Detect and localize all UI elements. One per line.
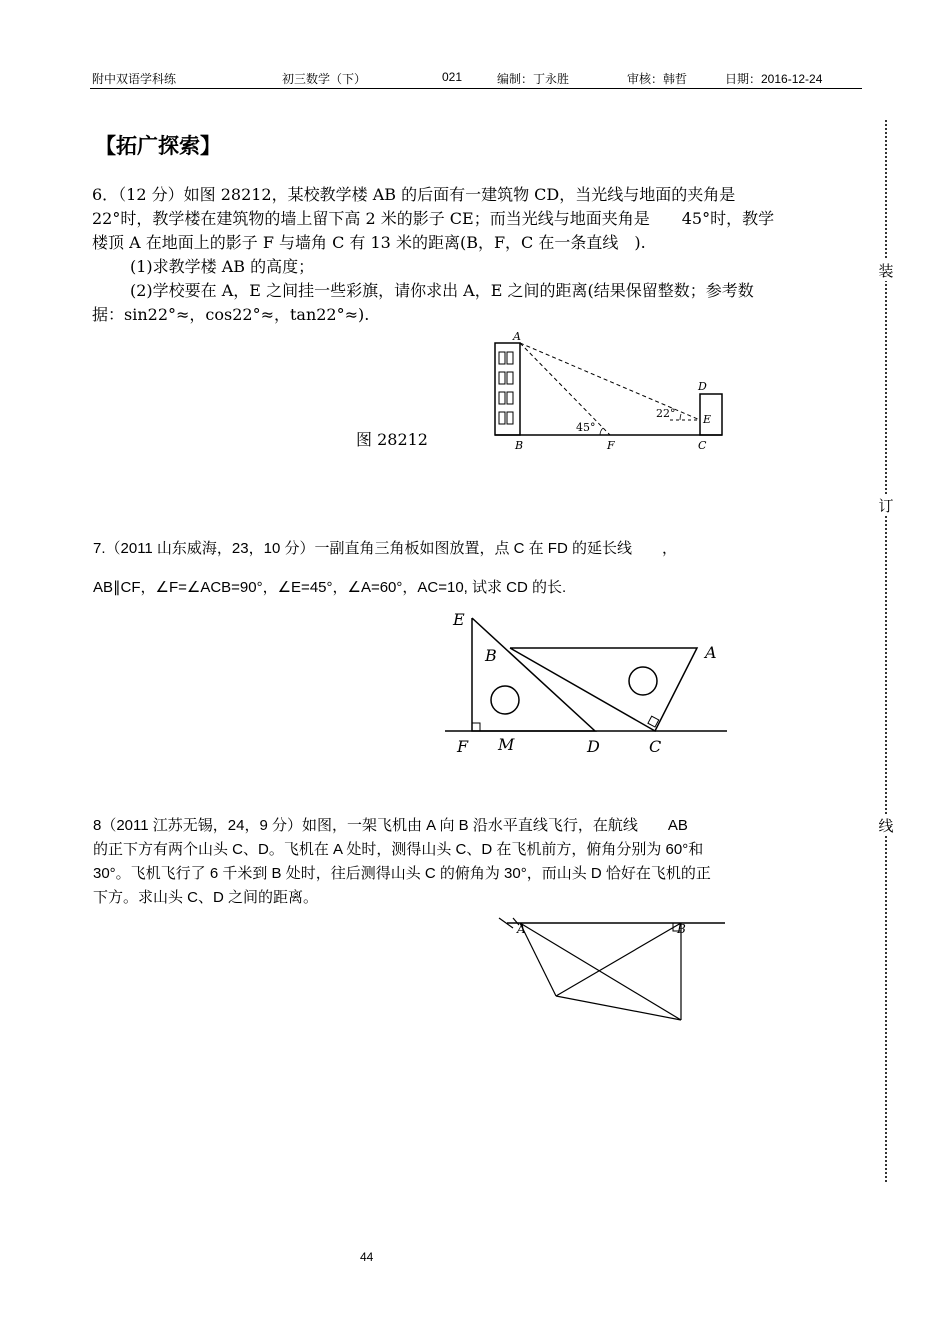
q8-line-2: 的正下方有两个山头 C、D。飞机在 A 处时，测得山头 C、D 在飞机前方，俯角分别为 60°和 <box>93 841 704 858</box>
q6-line-4: (1)求教学楼 AB 的高度； <box>130 257 315 276</box>
angle-arc-22 <box>680 414 681 420</box>
q8-line-1: 8（2011 江苏无锡，24，9 分）如图，一架飞机由 A 向 B 沿水平直线飞行，在航线 AB <box>93 817 688 834</box>
label-e: E <box>453 610 465 629</box>
header-number: 021 <box>442 70 463 84</box>
label-a: A <box>513 330 521 343</box>
label-a: A <box>705 643 717 662</box>
q8-line-3: 30°。飞机飞行了 6 千米到 B 处时，往后测得山头 C 的俯角为 30°，而山头 D 恰好在飞机的正 <box>93 865 711 882</box>
q8-line-4: 下方。求山头 C、D 之间的距离。 <box>93 889 319 906</box>
header-editor: 编制：丁永胜 <box>497 72 570 86</box>
header-reviewer: 审核：韩哲 <box>627 72 688 86</box>
label-f: F <box>457 737 469 756</box>
label-a: A <box>517 922 526 936</box>
label-d: D <box>587 737 600 756</box>
q7-line-2: AB∥CF，∠F=∠ACB=90°，∠E=45°，∠A=60°，AC=10, 试求 CD 的长. <box>93 579 567 596</box>
q6-figure-caption: 图 28212 <box>356 430 428 449</box>
header-rule <box>90 88 862 89</box>
label-c: C <box>698 439 707 452</box>
q6-line-3: 楼顶 A 在地面上的影子 F 与墙角 C 有 13 米的距离(B，F，C 在一条直线 ). <box>92 233 646 252</box>
binding-char-3: 线 <box>878 817 894 835</box>
label-e: E <box>703 413 712 426</box>
line-cd <box>556 996 681 1020</box>
q8-figure <box>493 913 733 1025</box>
line-bc <box>556 923 681 996</box>
label-b: B <box>677 922 686 936</box>
header-school: 附中双语学科练 <box>92 72 177 86</box>
triangle-abc <box>510 648 697 731</box>
right-angle-f <box>472 723 480 731</box>
triangle-efd <box>472 618 595 731</box>
label-f: F <box>607 439 615 452</box>
binding-char-1: 装 <box>878 262 894 280</box>
angle-arc-45 <box>600 428 603 435</box>
q7-figure <box>445 608 730 763</box>
header-subject: 初三数学（下） <box>282 72 367 86</box>
q6-line-6: 据：sin22°≈，cos22°≈，tan22°≈). <box>92 305 370 324</box>
label-angle-45: 45° <box>576 421 596 434</box>
hole-left <box>491 686 519 714</box>
label-d: D <box>698 380 707 393</box>
label-c: C <box>649 737 662 756</box>
section-title: 【拓广探索】 <box>95 133 221 158</box>
q6-line-2: 22°时，教学楼在建筑物的墙上留下高 2 米的影子 CE；而当光线与地面夹角是 45°时，教学 <box>92 209 775 228</box>
building-windows <box>499 352 513 424</box>
q7-line-1: 7.（2011 山东威海，23，10 分）一副直角三角板如图放置，点 C 在 FD 的延长线 ， <box>93 540 677 557</box>
page-number: 44 <box>360 1250 374 1264</box>
label-b: B <box>515 439 524 452</box>
ray-45 <box>520 343 610 435</box>
hole-right <box>629 667 657 695</box>
q6-line-1: 6．（12 分）如图 28212，某校教学楼 AB 的后面有一建筑物 CD，当光线与地面的夹角是 <box>92 185 736 204</box>
label-angle-22: 22° <box>656 407 676 420</box>
header-date: 日期：2016-12-24 <box>725 72 823 86</box>
label-b: B <box>485 646 497 665</box>
binding-char-2: 订 <box>878 497 894 515</box>
q6-figure <box>490 330 735 455</box>
label-m: M <box>498 735 515 754</box>
q6-line-5: (2)学校要在 A，E 之间挂一些彩旗，请你求出 A，E 之间的距离(结果保留整数；参考数 <box>130 281 754 300</box>
